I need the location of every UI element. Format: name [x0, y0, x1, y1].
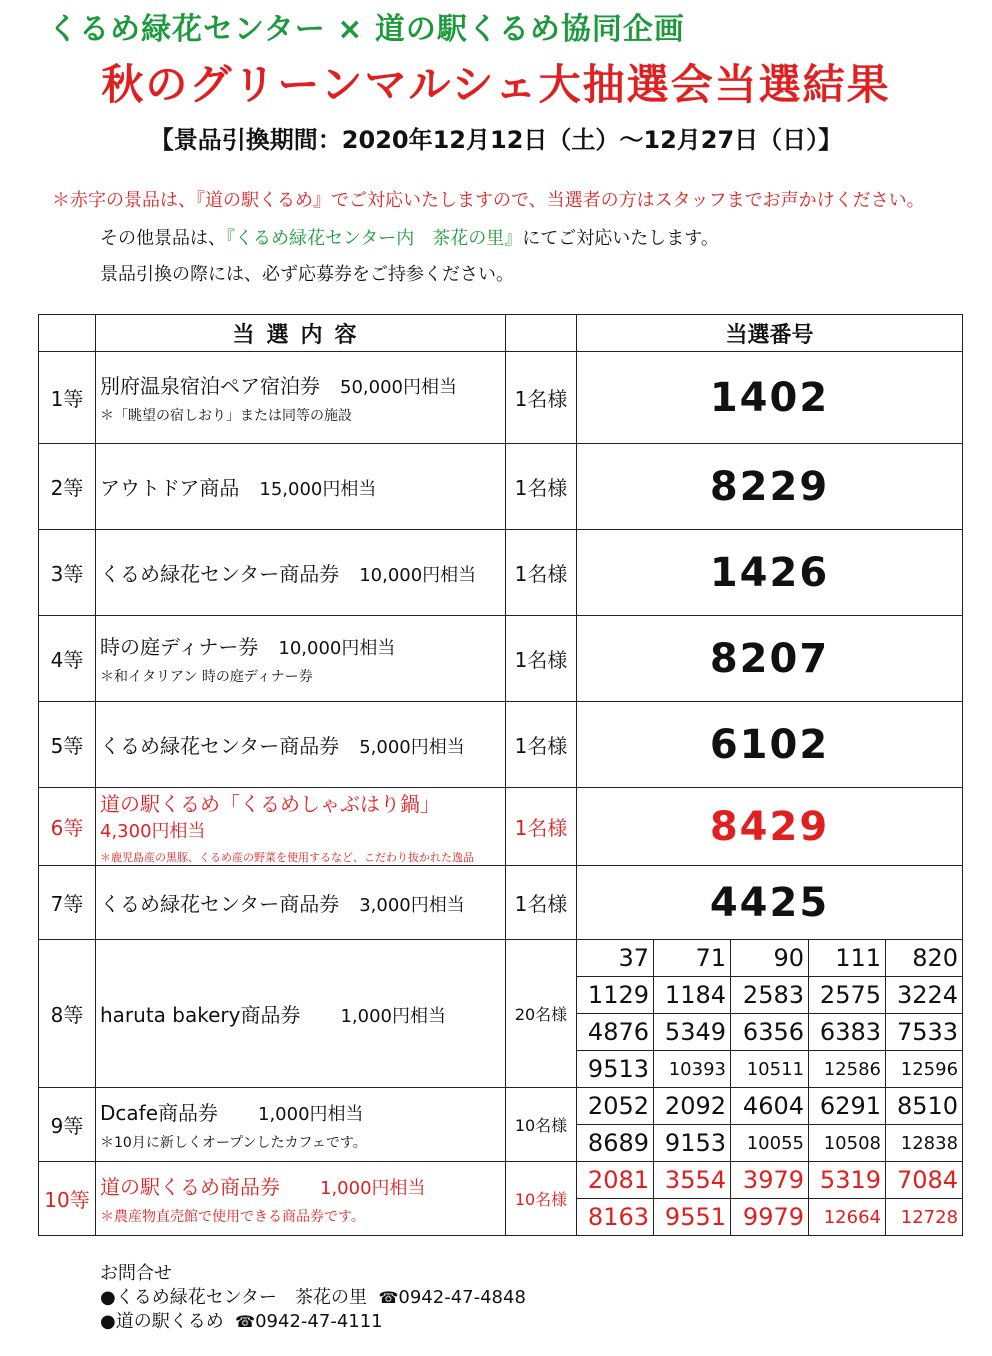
prize-name-text: くるめ緑花センター商品券	[100, 892, 340, 916]
winner-count: 1名様	[506, 616, 577, 702]
winning-number: 8163	[577, 1199, 654, 1236]
rank-cell: 2等	[39, 444, 96, 530]
winning-number: 10393	[654, 1051, 731, 1088]
prize-desc	[96, 940, 506, 1088]
winner-count: 10名様	[506, 1088, 577, 1162]
winning-number: 7084	[886, 1162, 963, 1199]
prize-name	[100, 788, 505, 843]
prize-name	[100, 888, 505, 917]
winning-number: 12838	[886, 1125, 963, 1162]
header-content: 当選内容	[96, 315, 506, 352]
contact-line-2	[100, 1310, 526, 1334]
winner-count: 10名様	[506, 1162, 577, 1236]
prize-value: 15,000円相当	[259, 479, 377, 500]
winning-number: 6291	[809, 1088, 886, 1125]
prize-value: 10,000円相当	[359, 565, 477, 586]
table-row	[39, 940, 963, 977]
prize-name	[100, 730, 505, 759]
winning-number: 2575	[809, 977, 886, 1014]
winner-count: 1名様	[506, 788, 577, 866]
winning-number: 4604	[731, 1088, 809, 1125]
contact-tel-1: 0942-47-4848	[398, 1287, 526, 1308]
prize-desc	[96, 788, 506, 866]
contact-name-2: ●道の駅くるめ	[100, 1311, 224, 1332]
prize-name	[100, 1097, 505, 1126]
winning-number: 6102	[577, 702, 963, 788]
contact-heading: お問合せ	[100, 1263, 172, 1284]
prize-desc	[96, 352, 506, 444]
prize-value: 1,000円相当	[258, 1104, 364, 1125]
rank-cell: 3等	[39, 530, 96, 616]
prize-value: 1,000円相当	[340, 1006, 446, 1027]
prize-name-text: アウトドア商品	[100, 476, 240, 500]
winning-number: 2092	[654, 1088, 731, 1125]
prize-name-text: haruta bakery商品券	[100, 1003, 301, 1027]
winning-number: 10511	[731, 1051, 809, 1088]
prize-note: ＊鹿児島産の黒豚、くるめ産の野菜を使用するなど、こだわり抜かれた逸品	[100, 851, 474, 864]
table-row	[39, 866, 963, 940]
winning-number: 1129	[577, 977, 654, 1014]
winning-number: 7533	[886, 1014, 963, 1051]
winning-number: 12586	[809, 1051, 886, 1088]
page-title: 秋のグリーンマルシェ大抽選会当選結果	[101, 60, 891, 109]
prize-desc	[96, 866, 506, 940]
prize-name-text: Dcafe商品券	[100, 1101, 218, 1125]
winning-number: 111	[809, 940, 886, 977]
prize-note: ＊10月に新しくオープンしたカフェです。	[100, 1135, 367, 1151]
winning-number: 8510	[886, 1088, 963, 1125]
table-header-row	[39, 315, 963, 352]
table-row	[39, 788, 963, 866]
note-other-suffix: にてご対応いたします。	[522, 228, 719, 249]
prize-name-text: くるめ緑花センター商品券	[100, 562, 340, 586]
prize-desc	[96, 1162, 506, 1236]
winning-number: 10055	[731, 1125, 809, 1162]
prize-value: 3,000円相当	[359, 895, 465, 916]
winning-number: 37	[577, 940, 654, 977]
winner-count: 1名様	[506, 444, 577, 530]
table-row	[39, 530, 963, 616]
winner-count: 1名様	[506, 866, 577, 940]
prize-value: 5,000円相当	[359, 737, 465, 758]
winning-number: 71	[654, 940, 731, 977]
rank-cell: 5等	[39, 702, 96, 788]
winner-count: 20名様	[506, 940, 577, 1088]
winning-number: 3554	[654, 1162, 731, 1199]
note-bring-ticket: 景品引換の際には、必ず応募券をご持参ください。	[100, 264, 514, 285]
phone-icon: ☎	[235, 1312, 256, 1331]
winning-number: 8229	[577, 444, 963, 530]
winning-number: 12728	[886, 1199, 963, 1236]
winning-number: 4876	[577, 1014, 654, 1051]
winning-number: 10508	[809, 1125, 886, 1162]
rank-cell: 9等	[39, 1088, 96, 1162]
subtitle: くるめ緑花センター × 道の駅くるめ協同企画	[48, 12, 685, 47]
contact-name-1: ●くるめ緑花センター 茶花の里	[100, 1287, 367, 1308]
rank-cell: 4等	[39, 616, 96, 702]
winning-number: 9513	[577, 1051, 654, 1088]
rank-cell: 6等	[39, 788, 96, 866]
rank-cell: 8等	[39, 940, 96, 1088]
exchange-period: 【景品引換期間：2020年12月12日（土）～12月27日（日）】	[149, 126, 843, 154]
winning-number: 9153	[654, 1125, 731, 1162]
contact-tel-2: 0942-47-4111	[255, 1311, 383, 1332]
winning-number: 6356	[731, 1014, 809, 1051]
winner-count: 1名様	[506, 702, 577, 788]
prize-name-text: 道の駅くるめ商品券	[100, 1175, 280, 1199]
prize-name	[100, 472, 505, 501]
prize-name	[100, 558, 505, 587]
winning-number: 9551	[654, 1199, 731, 1236]
note-other-prefix: その他景品は、	[100, 228, 226, 249]
winning-number: 5349	[654, 1014, 731, 1051]
prize-name-text: 時の庭ディナー券	[100, 635, 259, 659]
winning-number: 12664	[809, 1199, 886, 1236]
winning-number: 2052	[577, 1088, 654, 1125]
prize-value: 50,000円相当	[340, 377, 457, 398]
prize-name-text: くるめ緑花センター商品券	[100, 734, 340, 758]
winning-number: 5319	[809, 1162, 886, 1199]
table-row	[39, 616, 963, 702]
winning-number: 8429	[577, 788, 963, 866]
prize-name	[100, 631, 505, 660]
winning-number: 3224	[886, 977, 963, 1014]
header-number: 当選番号	[577, 315, 963, 352]
winning-number: 12596	[886, 1051, 963, 1088]
table-row	[39, 444, 963, 530]
prize-note: ＊和イタリアン 時の庭ディナー券	[100, 669, 313, 685]
prize-name	[100, 370, 505, 399]
winning-number: 6383	[809, 1014, 886, 1051]
prize-desc	[96, 530, 506, 616]
contact-info	[100, 1262, 526, 1334]
prize-value: 10,000円相当	[278, 638, 396, 659]
winning-number: 1426	[577, 530, 963, 616]
header-rank	[39, 315, 96, 352]
note-red-prizes: ＊赤字の景品は、『道の駅くるめ』でご対応いたしますので、当選者の方はスタッフまでお声かけください。	[52, 190, 925, 211]
prize-name-text: 道の駅くるめ「くるめしゃぶはり鍋」	[100, 792, 440, 816]
prize-name	[100, 999, 505, 1028]
winning-number: 2583	[731, 977, 809, 1014]
rank-cell: 7等	[39, 866, 96, 940]
winning-number: 8689	[577, 1125, 654, 1162]
winning-number: 4425	[577, 866, 963, 940]
winning-number: 3979	[731, 1162, 809, 1199]
prize-value: 1,000円相当	[320, 1178, 426, 1199]
table-row	[39, 1088, 963, 1125]
prize-desc	[96, 702, 506, 788]
winning-number: 1402	[577, 352, 963, 444]
prize-name	[100, 1171, 505, 1200]
winner-count: 1名様	[506, 530, 577, 616]
prize-desc	[96, 444, 506, 530]
prize-desc	[96, 1088, 506, 1162]
table-row	[39, 1162, 963, 1199]
rank-cell: 1等	[39, 352, 96, 444]
prize-name-text: 別府温泉宿泊ペア宿泊券	[100, 374, 320, 398]
note-other-place: 『くるめ緑花センター内 茶花の里』	[226, 228, 523, 249]
winning-number: 90	[731, 940, 809, 977]
phone-icon: ☎	[378, 1288, 399, 1307]
rank-cell: 10等	[39, 1162, 96, 1236]
table-row	[39, 702, 963, 788]
winning-number: 1184	[654, 977, 731, 1014]
note-other-prizes	[100, 224, 719, 250]
prize-note: ＊「眺望の宿しおり」または同等の施設	[100, 408, 352, 424]
prize-desc	[96, 616, 506, 702]
winning-number: 820	[886, 940, 963, 977]
winner-count: 1名様	[506, 352, 577, 444]
contact-line-1	[100, 1286, 526, 1310]
winning-number: 8207	[577, 616, 963, 702]
winning-number: 9979	[731, 1199, 809, 1236]
prize-note: ＊農産物直売館で使用できる商品券です。	[100, 1209, 365, 1225]
prize-value: 4,300円相当	[100, 821, 206, 842]
winning-number: 2081	[577, 1162, 654, 1199]
header-count	[506, 315, 577, 352]
table-row	[39, 352, 963, 444]
prize-table	[38, 314, 963, 1236]
